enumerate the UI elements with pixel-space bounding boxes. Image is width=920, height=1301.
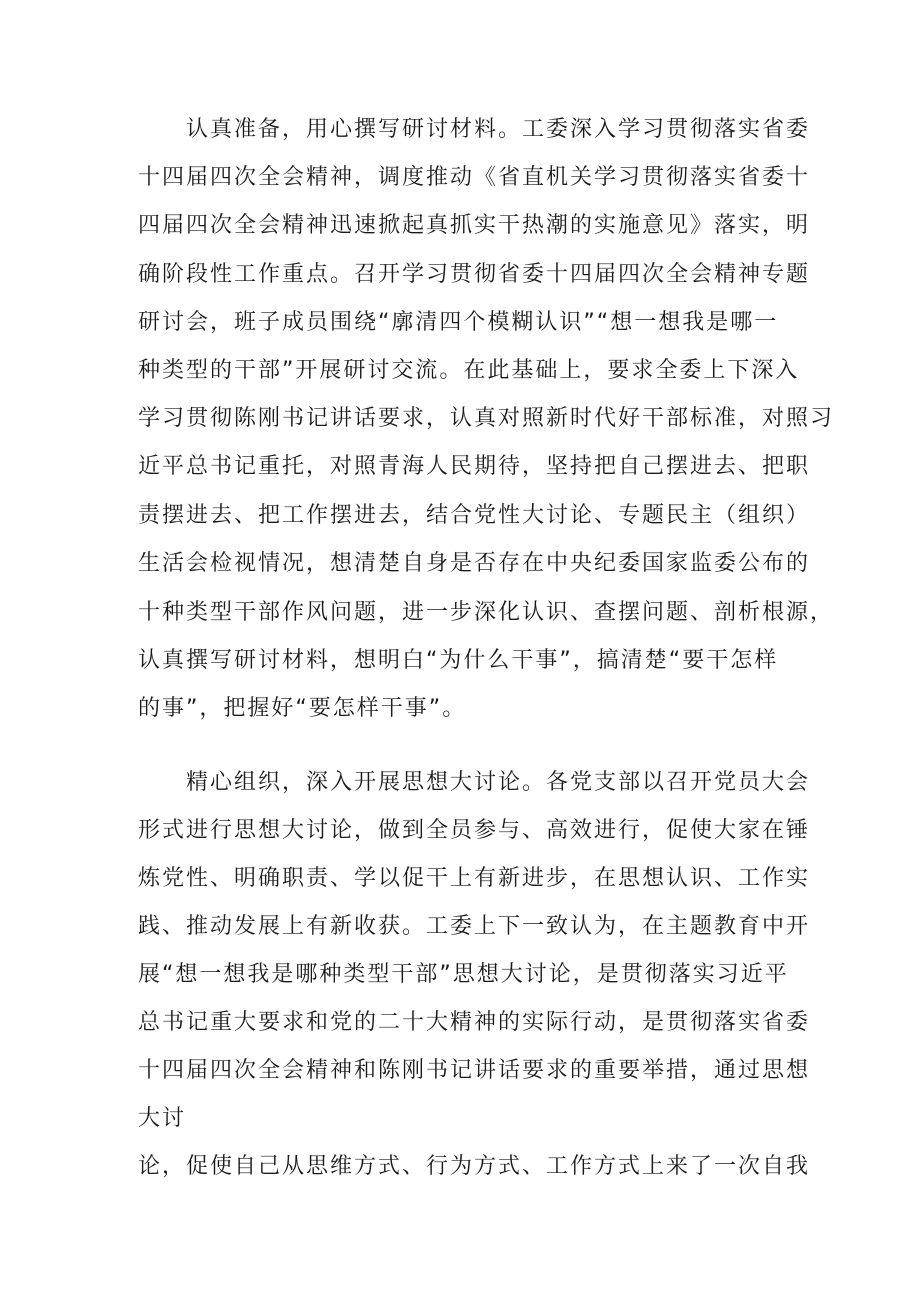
paragraph-1-line-1: 认真准备，用心撰写研讨材料。工委深入学习贯彻落实省委 [138, 117, 811, 142]
paragraph-2-line-9: 论，促使自己从思维方式、行为方式、工作方式上来了一次自我 [138, 1154, 811, 1179]
paragraph-1-line-12: 认真撰写研讨材料，想明白“为什么干事”，搞清楚“要干怎样 [138, 648, 779, 673]
paragraph-1-line-5: 研讨会，班子成员围绕“廓清四个模糊认识”“想一想我是哪一 [138, 310, 779, 335]
paragraph-1-line-2: 十四届四次全会精神，调度推动《省直机关学习贯彻落实省委十 [138, 165, 811, 190]
paragraph-2-line-6: 总书记重大要求和党的二十大精神的实际行动，是贯彻落实省委 [138, 1010, 811, 1035]
paragraph-1-line-8: 近平总书记重托，对照青海人民期待，坚持把自己摆进去、把职 [138, 454, 811, 479]
paragraph-1-line-10: 生活会检视情况，想清楚自身是否存在中央纪委国家监委公布的 [138, 551, 811, 576]
paragraph-2-line-8: 大讨 [138, 1106, 187, 1131]
paragraph-1-line-9: 责摆进去、把工作摆进去，结合党性大讨论、专题民主（组织） [138, 503, 811, 528]
paragraph-1-line-11: 十种类型干部作风问题，进一步深化认识、查摆问题、剖析根源， [138, 600, 835, 625]
paragraph-1-line-6: 种类型的干部”开展研讨交流。在此基础上，要求全委上下深入 [138, 358, 800, 383]
paragraph-2-line-3: 炼党性、明确职责、学以促干上有新进步，在思想认识、工作实 [138, 866, 811, 891]
paragraph-1-line-7: 学习贯彻陈刚书记讲话要求，认真对照新时代好干部标准，对照习 [138, 406, 835, 431]
paragraph-1-line-3: 四届四次全会精神迅速掀起真抓实干热潮的实施意见》落实，明 [138, 213, 811, 238]
paragraph-2-line-2: 形式进行思想大讨论，做到全员参与、高效进行，促使大家在锤 [138, 818, 811, 843]
paragraph-1-line-4: 确阶段性工作重点。召开学习贯彻省委十四届四次全会精神专题 [138, 262, 811, 287]
paragraph-2-line-4: 践、推动发展上有新收获。工委上下一致认为，在主题教育中开 [138, 914, 811, 939]
paragraph-1-line-13: 的事”，把握好“要怎样干事”。 [138, 696, 467, 721]
paragraph-2-line-7: 十四届四次全会精神和陈刚书记讲话要求的重要举措，通过思想 [138, 1058, 811, 1083]
paragraph-2-line-1: 精心组织，深入开展思想大讨论。各党支部以召开党员大会 [138, 770, 811, 795]
paragraph-2-line-5: 展“想一想我是哪种类型干部”思想大讨论，是贯彻落实习近平 [138, 962, 789, 987]
